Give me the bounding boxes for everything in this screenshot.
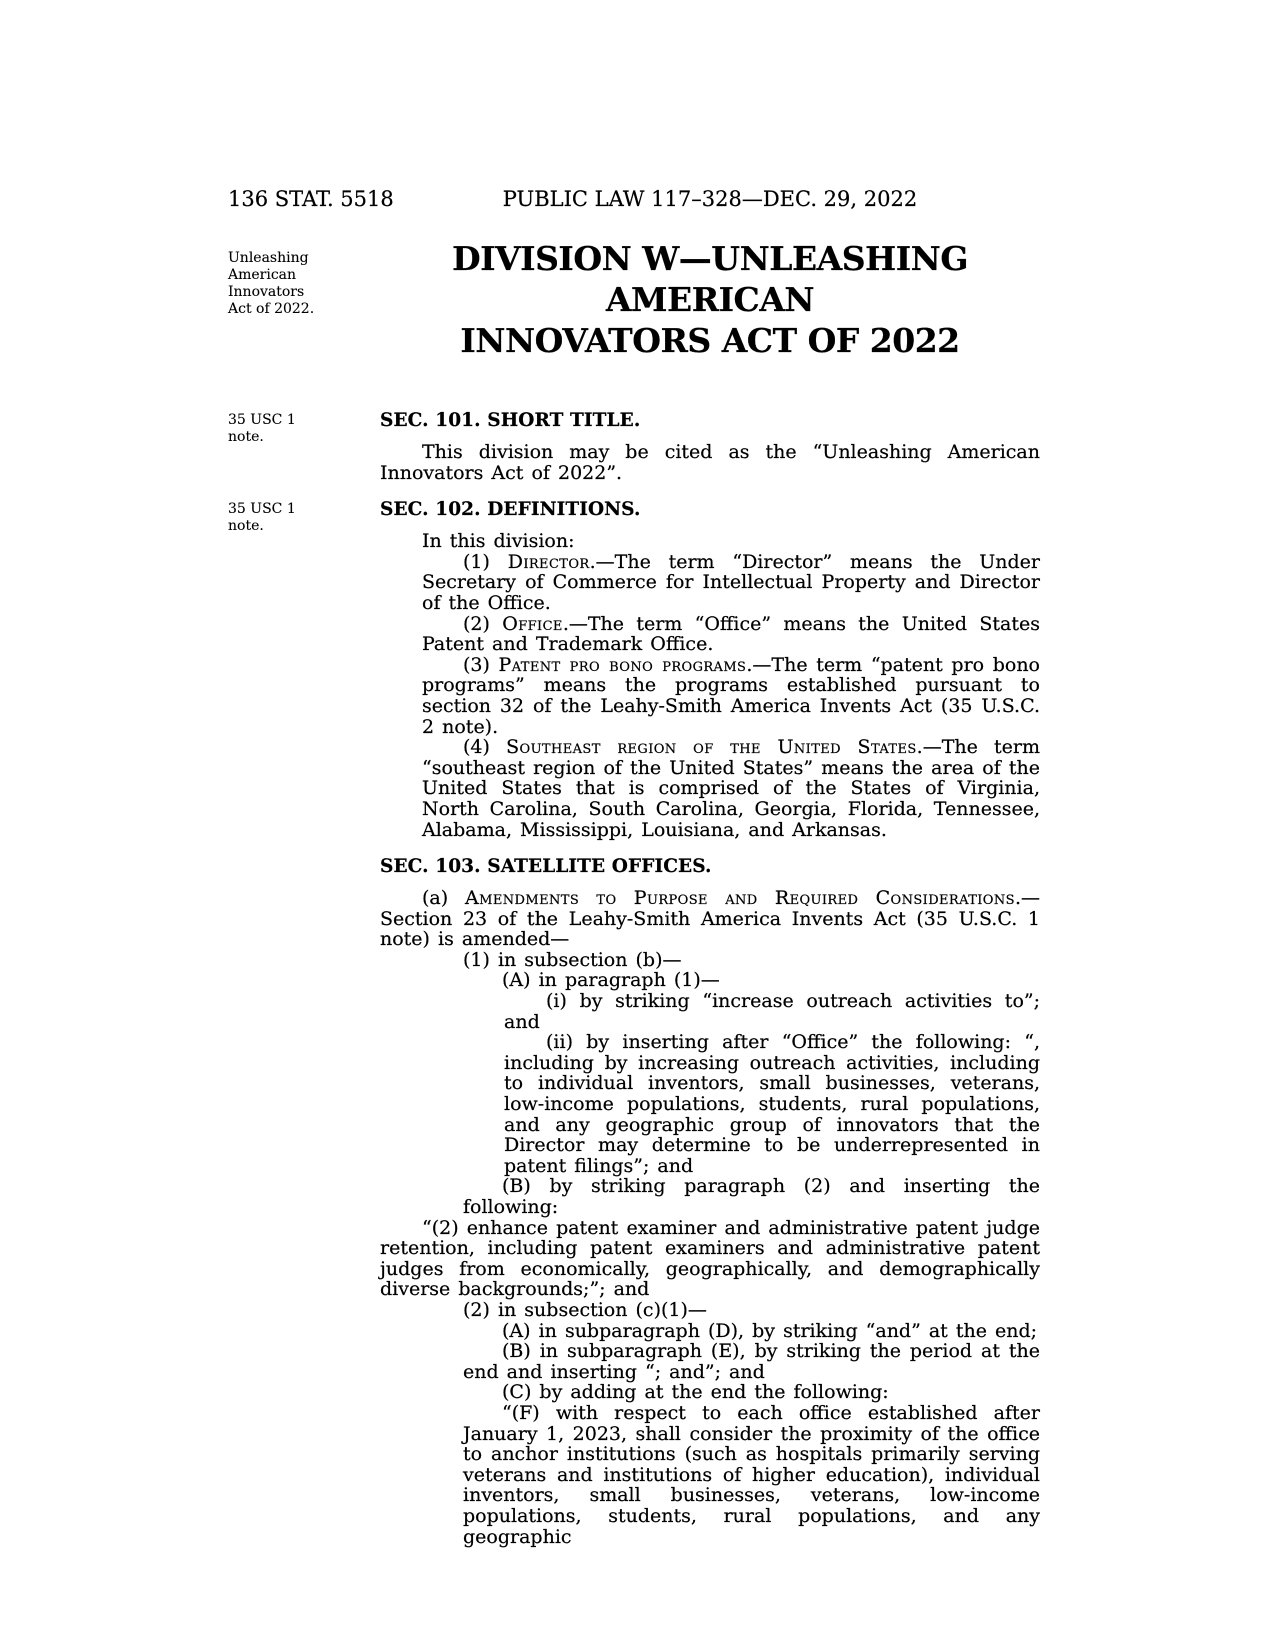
statute-paragraph bbox=[380, 442, 1040, 483]
content-grid bbox=[228, 238, 1040, 1547]
text-run: (i) by striking “increase outreach activities to”; and bbox=[504, 990, 1040, 1033]
page-content bbox=[228, 186, 1040, 1547]
section-103-body bbox=[380, 888, 1040, 1547]
section-103 bbox=[380, 855, 1040, 1547]
text-run: (ii) by inserting after “Office” the following: “, including by increasing outreach activities, including to individual inventors, small businesses, veterans, low-income populations, students, rural populations, and any geographic group of innovators that the Director may determine to be underrepresented in patent filings”; and bbox=[504, 1031, 1040, 1177]
text-run: .—The term “southeast region of the United States” means the area of the United States that is comprised of the States of Virginia, North Carolina, South Carolina, Georgia, Florida, Tennessee, Alabama, Mississippi, Louisiana, and Arkansas. bbox=[422, 736, 1041, 841]
defined-term: Amendments to Purpose and Required Considerations bbox=[465, 887, 1015, 910]
section-101-body bbox=[380, 442, 1040, 483]
margin-note-sec102: 35 USC 1 note. bbox=[228, 501, 296, 535]
statute-paragraph bbox=[380, 1341, 1040, 1382]
text-run: (3) bbox=[463, 653, 499, 676]
defined-term: Southeast region of the United States bbox=[506, 736, 917, 759]
text-run: (2) bbox=[463, 612, 503, 635]
text-run: (A) in subparagraph (D), by striking “and” at the end; bbox=[502, 1319, 1038, 1342]
text-run: .—The term “Director” means the Under Secretary of Commerce for Intellectual Property and Director of the Office. bbox=[422, 550, 1040, 614]
law-citation: PUBLIC LAW 117–328—DEC. 29, 2022 bbox=[502, 187, 918, 211]
statute-paragraph bbox=[380, 655, 1040, 737]
text-run: “(F) with respect to each office established after January 1, 2023, shall consider the proximity of the office to anchor institutions (such as hospitals primarily serving veterans and institutions of higher education), individual inventors, small businesses, veterans, low-income populations, students, rural populations, and any geographic bbox=[463, 1401, 1040, 1548]
section-102-heading: SEC. 102. DEFINITIONS. bbox=[380, 499, 641, 521]
statute-paragraph bbox=[380, 991, 1040, 1032]
division-title-line2: INNOVATORS ACT OF 2022 bbox=[460, 321, 960, 360]
text-run: This division may be cited as the “Unleashing American Innovators Act of 2022”. bbox=[380, 441, 1040, 484]
section-102 bbox=[380, 498, 1040, 840]
running-head bbox=[228, 186, 1040, 214]
defined-term: Office bbox=[502, 612, 563, 635]
statute-paragraph bbox=[380, 1176, 1040, 1217]
text-run: (a) bbox=[422, 887, 466, 910]
statute-paragraph bbox=[380, 737, 1040, 840]
statute-paragraph bbox=[380, 1218, 1040, 1300]
section-103-heading: SEC. 103. SATELLITE OFFICES. bbox=[380, 856, 712, 878]
statute-paragraph bbox=[380, 970, 1040, 991]
statute-paragraph bbox=[380, 1403, 1040, 1547]
section-101 bbox=[380, 409, 1040, 483]
text-run: (1) in subsection (b)— bbox=[463, 948, 682, 971]
defined-term: Patent pro bono programs bbox=[498, 653, 747, 676]
statute-paragraph bbox=[380, 888, 1040, 950]
statute-paragraph bbox=[380, 1321, 1040, 1342]
margin-note-empty bbox=[228, 855, 328, 1547]
statute-paragraph bbox=[380, 614, 1040, 655]
statute-paragraph bbox=[380, 531, 1040, 552]
text-run: .—Section 23 of the Leahy-Smith America Invents Act (35 U.S.C. 1 note) is amended— bbox=[380, 887, 1040, 951]
text-run: (B) in subparagraph (E), by striking the period at the end and inserting “; and”; and bbox=[463, 1340, 1040, 1383]
section-101-heading: SEC. 101. SHORT TITLE. bbox=[380, 410, 641, 431]
statute-paragraph bbox=[380, 950, 1040, 971]
division-title bbox=[380, 238, 1040, 361]
text-run: (2) in subsection (c)(1)— bbox=[463, 1298, 707, 1321]
statute-paragraph bbox=[380, 1300, 1040, 1321]
statute-paragraph bbox=[380, 1382, 1040, 1403]
division-title-cell bbox=[380, 238, 1040, 385]
margin-note-act-title: Unleashing American Innovators Act of 2022. bbox=[228, 250, 315, 317]
statute-paragraph bbox=[380, 552, 1040, 614]
text-run: .—The term “patent pro bono programs” means the programs established pursuant to section 32 of the Leahy-Smith America Invents Act (35 U.S.C. 2 note). bbox=[422, 653, 1040, 738]
margin-note-sec101: 35 USC 1 note. bbox=[228, 412, 296, 445]
text-run: (B) by striking paragraph (2) and inserting the following: bbox=[463, 1175, 1040, 1218]
text-run: “(2) enhance patent examiner and administrative patent judge retention, including patent examiners and administrative patent judges from economically, geographically, and demographically diverse backgrounds;”; and bbox=[380, 1216, 1040, 1301]
defined-term: Director bbox=[507, 550, 590, 573]
text-run: .—The term “Office” means the United States Patent and Trademark Office. bbox=[422, 612, 1041, 656]
text-run: In this division: bbox=[422, 530, 575, 553]
text-run: (4) bbox=[463, 736, 507, 759]
statute-paragraph bbox=[380, 1032, 1040, 1176]
division-title-line1: DIVISION W—UNLEASHING AMERICAN bbox=[451, 239, 969, 319]
text-run: (A) in paragraph (1)— bbox=[502, 969, 720, 992]
text-run: (C) by adding at the end the following: bbox=[502, 1381, 889, 1404]
stat-page-number: 136 STAT. 5518 bbox=[228, 187, 394, 211]
text-run: (1) bbox=[463, 550, 508, 573]
section-102-body bbox=[380, 531, 1040, 840]
